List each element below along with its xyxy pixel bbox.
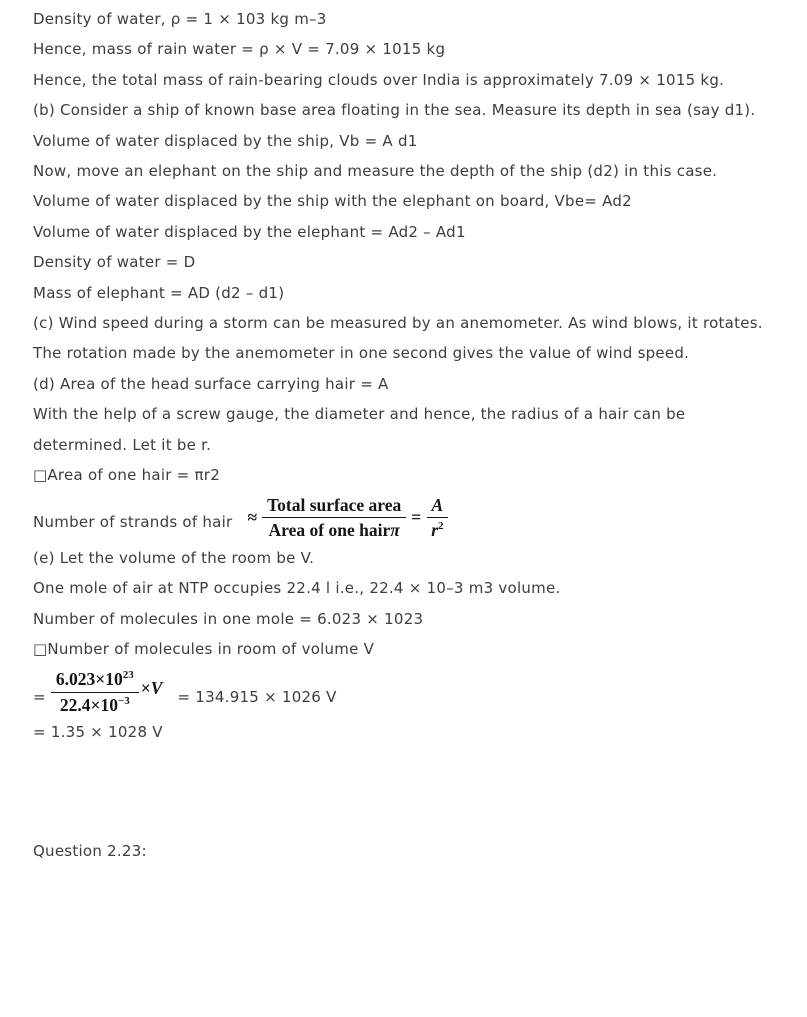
exponent: 23 xyxy=(122,669,134,682)
text-line: (d) Area of the head surface carrying hair = A xyxy=(33,374,389,393)
blank-space xyxy=(33,747,777,836)
fraction-numerator xyxy=(51,669,139,692)
hair-strands-equation xyxy=(33,495,777,540)
text-line: (c) Wind speed during a storm can be measured by an anemometer. As wind blows, it rotates. The rotation made by the anemometer in one second gives the value of wind speed. xyxy=(33,314,763,363)
equation-result-spacer xyxy=(162,682,177,712)
text-line: □Area of one hair = πr2 xyxy=(33,466,220,485)
equation-lead-equals: = xyxy=(33,688,46,707)
text-line: Volume of water displaced by the ship, Vb = A d1 xyxy=(33,131,418,150)
text-line: Number of molecules in one mole = 6.023 × 1023 xyxy=(33,609,424,628)
text-line: (b) Consider a ship of known base area floating in the sea. Measure its depth in sea (say d1). xyxy=(33,101,756,120)
fraction-numerator xyxy=(427,495,449,518)
exponent: −3 xyxy=(117,694,130,707)
equals-symbol: = xyxy=(411,507,422,528)
equation-result: = 134.915 × 1026 V xyxy=(177,688,337,707)
denominator-text: 22.4×10 xyxy=(59,694,118,715)
text-line: Hence, the total mass of rain-bearing clouds over India is approximately 7.09 × 1015 kg. xyxy=(33,70,725,89)
area-variable: A xyxy=(431,494,444,515)
text-line: □Number of molecules in room of volume V xyxy=(33,639,375,658)
radius-fraction xyxy=(426,495,448,540)
volume-variable: V xyxy=(150,677,163,698)
fraction-numerator: Total surface area xyxy=(262,495,406,518)
text-line: = 1.35 × 1028 V xyxy=(33,722,163,741)
text-line: Now, move an elephant on the ship and measure the depth of the ship (d2) in this case. xyxy=(33,162,718,181)
text-line: Volume of water displaced by the elephant = Ad2 – Ad1 xyxy=(33,222,466,241)
times-volume xyxy=(141,678,163,698)
approx-symbol: ≈ xyxy=(247,507,258,528)
exponent: 2 xyxy=(438,519,444,532)
text-line: Density of water = D xyxy=(33,253,196,272)
hair-strands-formula xyxy=(242,495,448,540)
pi-symbol: π xyxy=(390,519,400,540)
molecules-formula xyxy=(51,669,163,714)
numerator-text: 6.023×10 xyxy=(55,669,123,690)
radius-variable: r xyxy=(431,519,439,540)
denominator-text: Area of one hair xyxy=(268,519,391,540)
fraction-denominator xyxy=(55,693,135,715)
equation-lead-spacer xyxy=(232,507,242,537)
text-line: Volume of water displaced by the ship with the elephant on board, Vbe= Ad2 xyxy=(33,192,632,211)
text-line: Hence, mass of rain water = ρ × V = 7.09 × 1015 kg xyxy=(33,40,446,59)
fraction-denominator xyxy=(264,518,405,540)
surface-area-fraction xyxy=(262,495,406,540)
times-symbol: × xyxy=(140,677,151,698)
fraction-denominator xyxy=(426,518,448,540)
molecules-equation xyxy=(33,669,777,714)
text-line: Mass of elephant = AD (d2 – d1) xyxy=(33,283,285,302)
moles-fraction xyxy=(51,669,139,714)
equation-lead-text: Number of strands of hair xyxy=(33,513,233,532)
question-label: Question 2.23: xyxy=(33,842,147,861)
text-line: One mole of air at NTP occupies 22.4 l i.e., 22.4 × 10–3 m3 volume. xyxy=(33,579,561,598)
text-line: With the help of a screw gauge, the diameter and hence, the radius of a hair can be determined. Let it be r. xyxy=(33,405,686,454)
text-line: (e) Let the volume of the room be V. xyxy=(33,548,315,567)
text-line: Density of water, ρ = 1 × 103 kg m–3 xyxy=(33,10,327,28)
